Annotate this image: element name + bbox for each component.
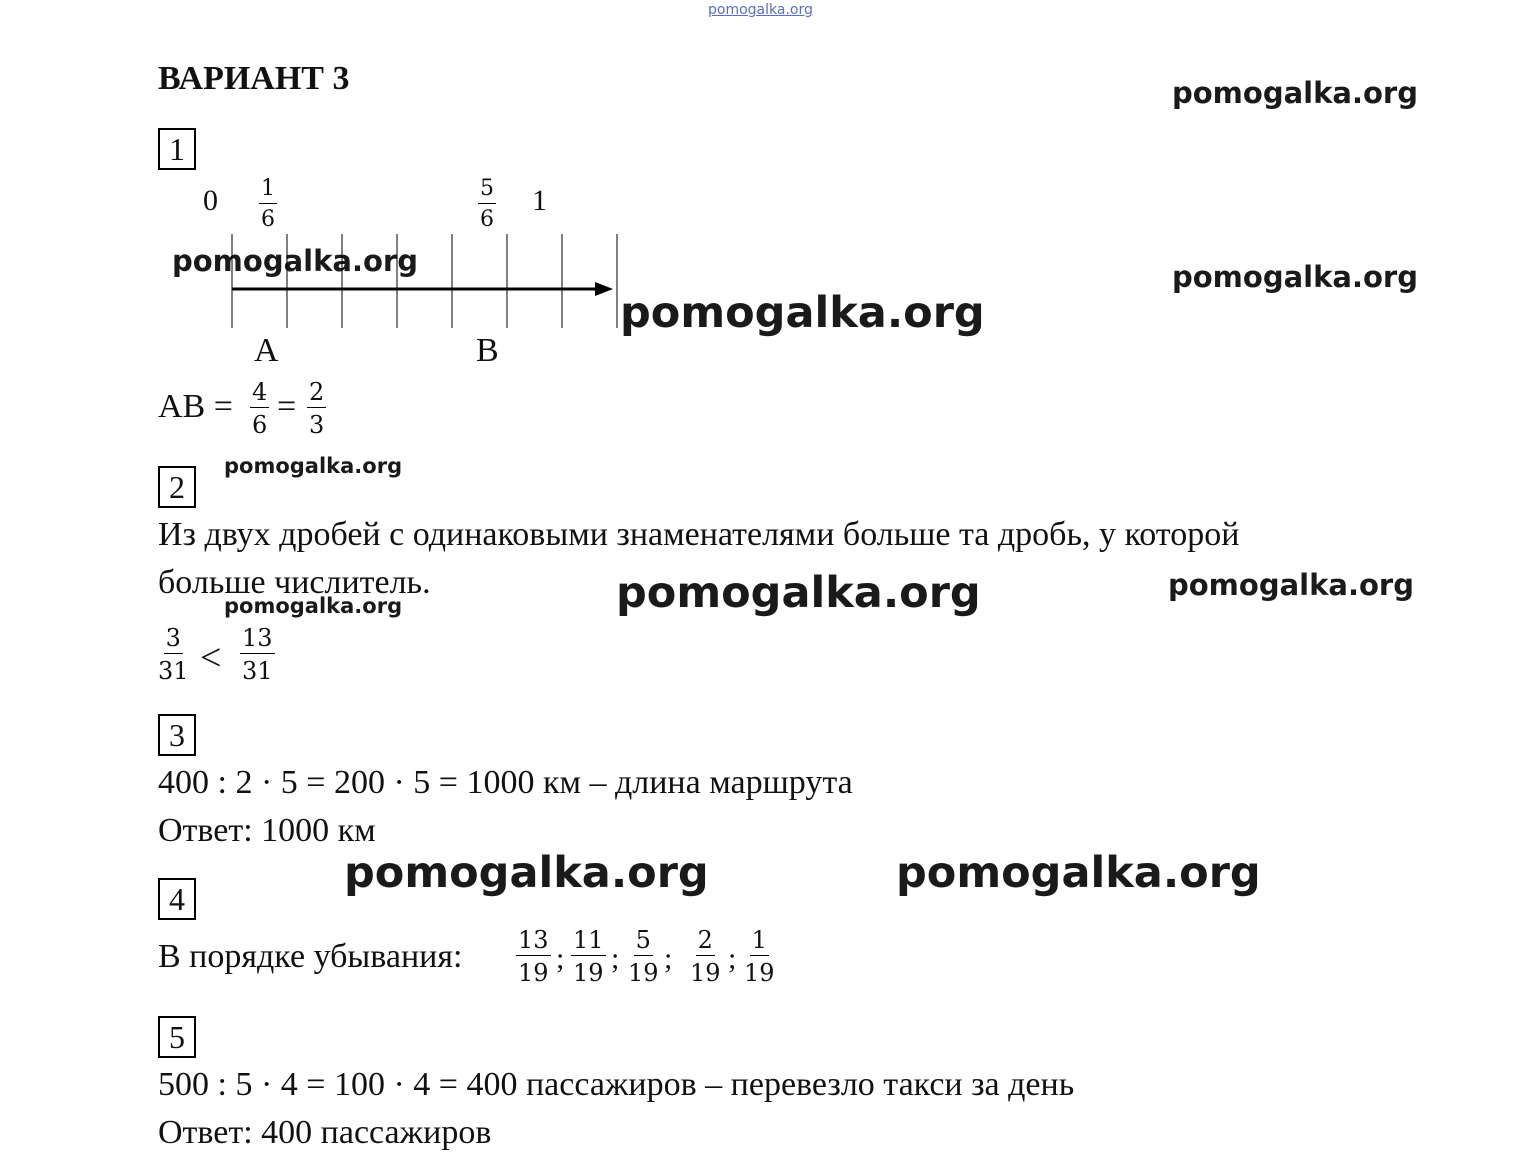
ab-expression-prefix: AB = [158,388,233,425]
task4-prefix: В порядке убывания: [158,938,463,975]
fraction-denominator: 6 [480,207,494,232]
fraction-numerator: 2 [697,926,713,954]
numberline-arrowhead [595,282,613,296]
numberline-label-zero: 0 [203,184,218,217]
watermark-label: pomogalka.org [616,568,981,618]
page-title: ВАРИАНТ 3 [158,60,350,97]
fraction-denominator: 31 [158,657,189,685]
fraction-denominator: 31 [242,657,273,685]
fraction-numerator: 3 [165,624,181,652]
fraction-numerator: 1 [751,926,767,954]
point-a-label: A [254,332,279,369]
fraction-denominator: 3 [309,411,325,439]
watermark-label: pomogalka.org [1172,260,1418,294]
separator: ; [556,942,565,975]
task2-rule-line1: Из двух дробей с одинаковыми знаменателями больше та дробь, у которой [158,516,1240,553]
fraction-numerator: 11 [573,926,604,954]
separator: ; [611,942,620,975]
point-b-label: B [476,332,499,369]
fraction-numerator: 13 [242,624,273,652]
task4-fraction [744,928,775,985]
task2-fraction-left [158,626,189,683]
fraction-denominator: 6 [252,411,268,439]
task3-answer: Ответ: 1000 км [158,812,376,849]
numberline-ticks [232,234,617,328]
task3-calculation: 400 : 2 · 5 = 200 · 5 = 1000 км – длина маршрута [158,764,853,801]
task2-rule-line2: больше числитель. [158,564,431,601]
fraction-denominator: 19 [573,959,604,987]
task-number-box: 1 [158,128,196,170]
task4-fraction [571,928,606,985]
task-number-box: 4 [158,878,196,920]
task5-answer: Ответ: 400 пассажиров [158,1114,492,1151]
number-line-diagram [200,228,640,334]
fraction-denominator: 19 [690,959,721,987]
ab-fraction-2 [307,380,326,437]
ab-fraction-1 [250,380,269,437]
separator: ; [728,942,737,975]
fraction-denominator: 19 [744,959,775,987]
fraction-numerator: 13 [518,926,549,954]
task4-fraction [628,928,659,985]
watermark-label: pomogalka.org [172,244,418,278]
watermark-label: pomogalka.org [1168,568,1414,602]
task-number-box: 5 [158,1016,196,1058]
task2-fraction-right [240,626,275,683]
separator: ; [664,942,673,975]
equals-sign: = [277,388,297,425]
task5-calculation: 500 : 5 · 4 = 100 · 4 = 400 пассажиров – перевезло такси за день [158,1066,1075,1103]
task-number-box: 3 [158,714,196,756]
task4-fraction [690,928,721,985]
watermark-label: pomogalka.org [224,594,403,618]
numberline-label-fraction-a [259,178,277,231]
fraction-numerator: 1 [259,178,277,204]
fraction-numerator: 2 [309,378,325,406]
watermark-label: pomogalka.org [620,288,985,338]
fraction-numerator: 5 [635,926,651,954]
watermark-label: pomogalka.org [1172,76,1418,110]
numberline-label-fraction-b [478,178,496,231]
watermark-top-link[interactable]: pomogalka.org [708,2,813,18]
fraction-denominator: 19 [628,959,659,987]
watermark-label: pomogalka.org [344,848,709,898]
task4-fraction [516,928,551,985]
numberline-label-one: 1 [532,184,547,217]
watermark-label: pomogalka.org [224,454,403,478]
task-number-box: 2 [158,466,196,508]
watermark-label: pomogalka.org [896,848,1261,898]
fraction-denominator: 19 [518,959,549,987]
fraction-numerator: 4 [252,378,268,406]
less-than-sign: < [200,637,222,679]
fraction-denominator: 6 [261,207,275,232]
fraction-numerator: 5 [478,178,496,204]
